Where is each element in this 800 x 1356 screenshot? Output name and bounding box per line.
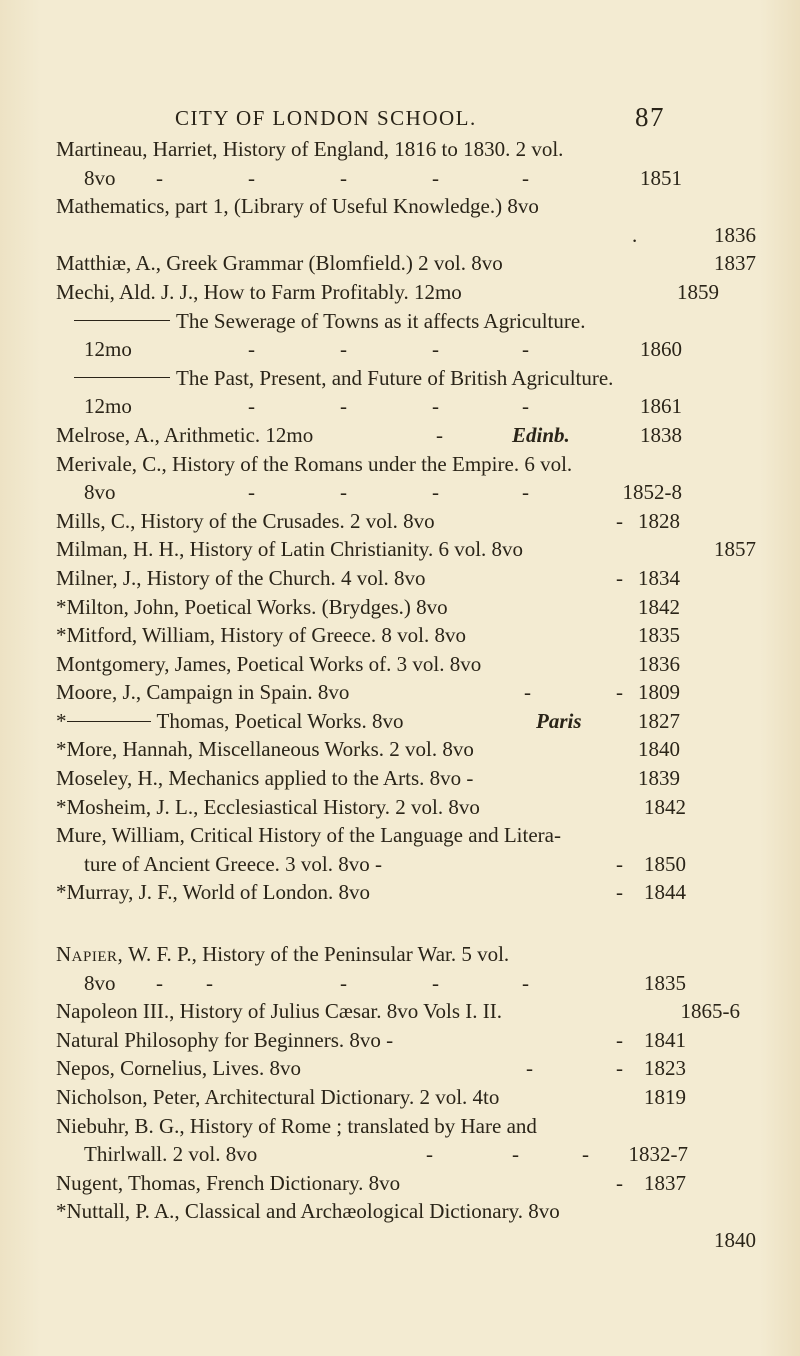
- entry-text-cont: ture of Ancient Greece. 3 vol. 8vo -: [84, 851, 382, 876]
- catalogue-entry: Milner, J., History of the Church. 4 vol. 8vo - 1834: [56, 564, 756, 593]
- entry-date: 1861: [640, 394, 682, 419]
- entry-date: 1838: [640, 422, 682, 447]
- entry-date: 1835: [638, 623, 680, 648]
- entry-text: *Murray, J. F., World of London. 8vo: [56, 880, 370, 905]
- catalogue-entry: Nepos, Cornelius, Lives. 8vo - - 1823: [56, 1054, 756, 1083]
- catalogue-entry: Melrose, A., Arithmetic. 12mo - Edinb. 1838: [56, 421, 756, 450]
- entry-text: Mechi, Ald. J. J., How to Farm Profitably. 12mo: [56, 279, 462, 304]
- entry-date: 1841: [644, 1027, 686, 1052]
- entry-text: Martineau, Harriet, History of England, 1816 to 1830. 2 vol.: [56, 137, 564, 161]
- entry-text: Niebuhr, B. G., History of Rome ; translated by Hare and: [56, 1113, 537, 1138]
- catalogue-entry: [56, 1197, 756, 1254]
- entry-text: The Sewerage of Towns as it affects Agriculture.: [176, 308, 586, 333]
- catalogue-entry: [56, 764, 756, 793]
- catalogue-entry: [56, 593, 756, 622]
- ditto-rule: [67, 721, 151, 722]
- catalogue-entry: [56, 535, 756, 564]
- entry-date: 1851: [640, 165, 682, 190]
- entry-format: 12mo: [84, 394, 132, 419]
- entry-text: *Mosheim, J. L., Ecclesiastical History. 2 vol. 8vo: [56, 794, 480, 819]
- entry-date: 1860: [640, 337, 682, 362]
- entry-text: Mills, C., History of the Crusades. 2 vol. 8vo: [56, 508, 435, 533]
- entry-date: 1842: [638, 594, 680, 619]
- entry-date: 1828: [638, 508, 680, 533]
- entry-date: 1836: [714, 222, 756, 247]
- catalogue-entry: [56, 735, 756, 764]
- catalogue-entry: Mure, William, Critical History of the Language and Litera- ture of Ancient Greece. 3 vol. 8vo - - 1850: [56, 821, 756, 878]
- entry-text: Montgomery, James, Poetical Works of. 3 vol. 8vo: [56, 651, 482, 676]
- entry-text: Napoleon III., History of Julius Cæsar. 8vo Vols I. II.: [56, 999, 503, 1024]
- entry-text-cont: Thirlwall. 2 vol. 8vo: [84, 1142, 258, 1167]
- catalogue-entry: [56, 650, 756, 679]
- running-title: CITY OF LONDON SCHOOL.: [175, 106, 477, 130]
- catalogue-entry: [56, 997, 756, 1026]
- entry-date: 1840: [638, 737, 680, 762]
- entry-format: 8vo: [84, 480, 116, 505]
- entry-date: 1809: [638, 680, 680, 705]
- entry-place: Paris: [536, 708, 582, 733]
- entry-date: 1819: [644, 1085, 686, 1109]
- entry-surname: Napier,: [56, 942, 124, 967]
- entry-date: 1840: [714, 1227, 756, 1252]
- entry-text: *More, Hannah, Miscellaneous Works. 2 vol. 8vo: [56, 737, 474, 762]
- ditto-rule: [74, 320, 170, 321]
- entry-place: Edinb.: [512, 422, 570, 447]
- entry-date: 1823: [644, 1056, 686, 1081]
- entry-date: 1857: [714, 537, 756, 562]
- entry-date: 1837: [644, 1170, 686, 1195]
- entry-date: 1834: [638, 565, 680, 590]
- entry-text: Melrose, A., Arithmetic. 12mo: [56, 422, 314, 447]
- entry-date: 1865-6: [680, 999, 740, 1024]
- catalogue-entry: [56, 793, 756, 822]
- entry-text: Moseley, H., Mechanics applied to the Arts. 8vo -: [56, 766, 474, 791]
- entry-star: *: [56, 708, 67, 733]
- catalogue-entry: The Past, Present, and Future of British Agriculture. 12mo - - - - 1861: [56, 364, 756, 421]
- catalogue-entry: Mathematics, part 1, (Library of Useful Knowledge.) 8vo . 1836: [56, 192, 756, 249]
- catalogue-entry: Napier, W. F. P., History of the Peninsular War. 5 vol. 8vo - - - - - 1835: [56, 940, 756, 997]
- catalogue-entry: Merivale, C., History of the Romans under the Empire. 6 vol. 8vo - - - - 1852-8: [56, 450, 756, 507]
- entry-text: Mathematics, part 1, (Library of Useful Knowledge.) 8vo: [56, 194, 539, 219]
- catalogue-entry: Martineau, Harriet, History of England, 1816 to 1830. 2 vol. 8vo - - - - - 1851: [56, 135, 756, 192]
- entry-date: 1844: [644, 880, 686, 905]
- entry-date: 1842: [644, 794, 686, 819]
- catalogue-entry: [56, 621, 756, 650]
- entry-text: Milner, J., History of the Church. 4 vol. 8vo: [56, 565, 426, 590]
- entry-date: 1827: [638, 708, 680, 733]
- entry-text: Nugent, Thomas, French Dictionary. 8vo: [56, 1170, 401, 1195]
- catalogue-entry: *Murray, J. F., World of London. 8vo - 1844: [56, 878, 756, 907]
- catalogue-entry: Natural Philosophy for Beginners. 8vo - - 1841: [56, 1026, 756, 1055]
- entry-text: Matthiæ, A., Greek Grammar (Blomfield.) 2 vol. 8vo: [56, 251, 503, 276]
- entry-date: 1859: [677, 279, 719, 304]
- entry-text: Moore, J., Campaign in Spain. 8vo: [56, 680, 350, 705]
- entry-text: The Past, Present, and Future of British Agriculture.: [176, 365, 614, 390]
- entry-format: 8vo: [84, 970, 116, 995]
- catalogue-entry: Nugent, Thomas, French Dictionary. 8vo - 1837: [56, 1169, 756, 1198]
- entry-format: 8vo: [84, 165, 116, 190]
- entry-date: 1850: [644, 851, 686, 876]
- entry-text: *Mitford, William, History of Greece. 8 vol. 8vo: [56, 623, 466, 648]
- entry-text: Natural Philosophy for Beginners. 8vo -: [56, 1027, 394, 1052]
- catalogue-entry: [56, 249, 756, 278]
- entry-text: W. F. P., History of the Peninsular War. 5 vol.: [123, 942, 510, 967]
- catalogue-entry: Moore, J., Campaign in Spain. 8vo - - 1809: [56, 678, 756, 707]
- entry-text: *Milton, John, Poetical Works. (Brydges.) 8vo: [56, 594, 448, 619]
- ditto-rule: [74, 377, 170, 378]
- entry-date: 1835: [644, 970, 686, 995]
- catalogue-list: [56, 135, 756, 1255]
- entry-text: Nepos, Cornelius, Lives. 8vo: [56, 1056, 301, 1081]
- entry-text: Nicholson, Peter, Architectural Dictionary. 2 vol. 4to: [56, 1085, 500, 1109]
- catalogue-entry: The Sewerage of Towns as it affects Agriculture. 12mo - - - - 1860: [56, 307, 756, 364]
- catalogue-entry: [56, 707, 756, 736]
- entry-text: Merivale, C., History of the Romans under the Empire. 6 vol.: [56, 451, 573, 476]
- entry-date: 1837: [714, 251, 756, 276]
- catalogue-entry: [56, 278, 756, 307]
- page-number: 87: [635, 102, 665, 132]
- entry-format: 12mo: [84, 337, 132, 362]
- entry-date: 1852-8: [622, 480, 682, 505]
- entry-text: *Nuttall, P. A., Classical and Archæological Dictionary. 8vo: [56, 1199, 560, 1224]
- catalogue-entry: [56, 1083, 756, 1112]
- entry-text: Milman, H. H., History of Latin Christianity. 6 vol. 8vo: [56, 537, 524, 562]
- catalogue-entry: Mills, C., History of the Crusades. 2 vol. 8vo - 1828: [56, 507, 756, 536]
- catalogue-entry: Niebuhr, B. G., History of Rome ; translated by Hare and Thirlwall. 2 vol. 8vo - - - 1832-7: [56, 1112, 756, 1169]
- entry-text: Thomas, Poetical Works. 8vo: [156, 708, 404, 733]
- entry-date: 1839: [638, 766, 680, 791]
- entry-date: 1836: [638, 651, 680, 676]
- entry-text: Mure, William, Critical History of the Language and Litera-: [56, 823, 561, 848]
- entry-date: 1832-7: [628, 1142, 688, 1167]
